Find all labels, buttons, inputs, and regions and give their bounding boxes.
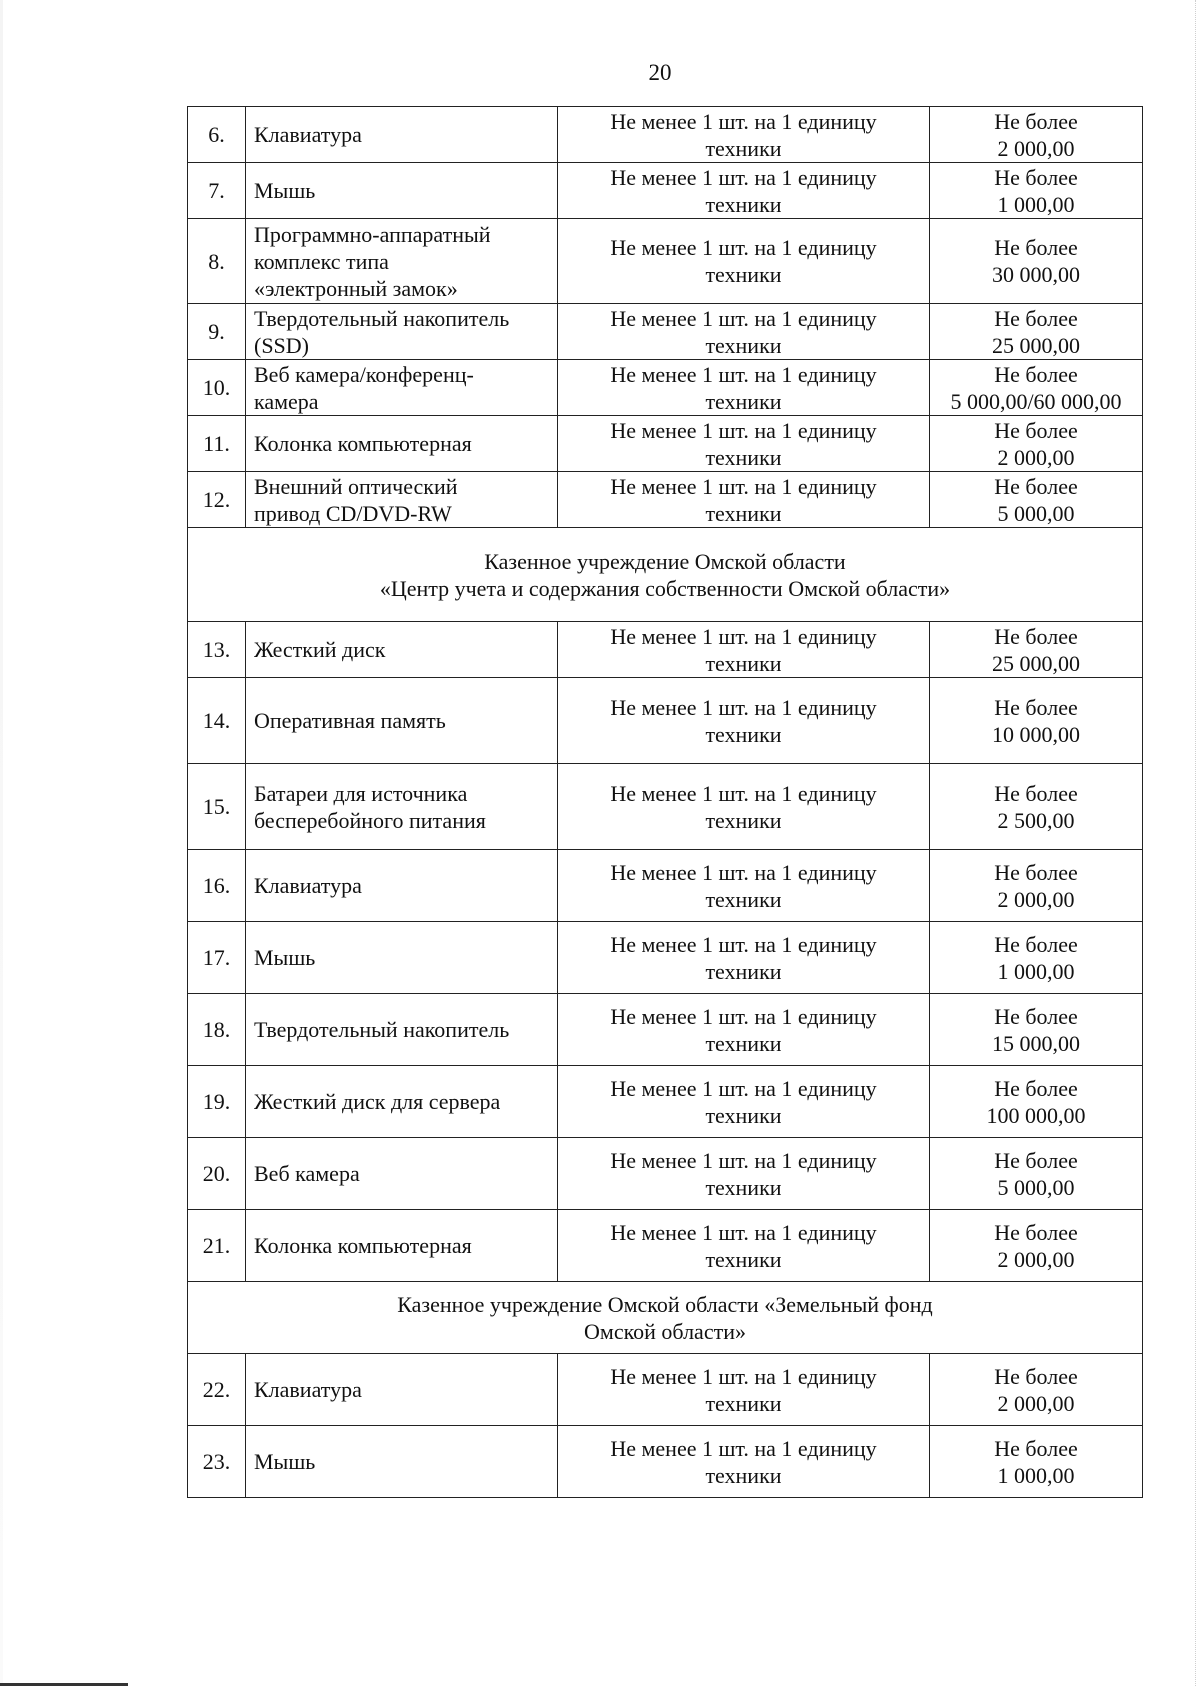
- item-price: [930, 1138, 1143, 1210]
- table-row: [188, 1066, 1143, 1138]
- item-name-line: комплекс типа: [254, 248, 389, 274]
- row-number: 23.: [188, 1426, 246, 1498]
- item-price-line: 5 000,00/60 000,00: [950, 388, 1122, 414]
- item-quantity: [558, 360, 930, 416]
- item-quantity-line: Не менее 1 шт. на 1 единицу: [610, 1435, 877, 1461]
- item-price-line: Не более: [994, 780, 1078, 806]
- item-quantity-line: Не менее 1 шт. на 1 единицу: [610, 1003, 877, 1029]
- table-row: [188, 622, 1143, 678]
- item-quantity-line: техники: [705, 388, 782, 414]
- row-number: 13.: [188, 622, 246, 678]
- item-price-line: 2 000,00: [997, 1390, 1075, 1416]
- item-quantity: [558, 304, 930, 360]
- item-quantity-line: Не менее 1 шт. на 1 единицу: [610, 694, 877, 720]
- item-name-line: бесперебойного питания: [254, 807, 486, 833]
- item-price-line: Не более: [994, 305, 1078, 331]
- row-number: 20.: [188, 1138, 246, 1210]
- table-row: [188, 1210, 1143, 1282]
- item-name: [246, 1210, 558, 1282]
- row-number: 17.: [188, 922, 246, 994]
- item-name-line: камера: [254, 388, 319, 414]
- item-price-line: 100 000,00: [986, 1102, 1086, 1128]
- item-name-line: Жесткий диск для сервера: [254, 1089, 501, 1114]
- item-quantity: [558, 994, 930, 1066]
- item-quantity: [558, 922, 930, 994]
- item-quantity: [558, 472, 930, 528]
- table-row: [188, 219, 1143, 304]
- item-quantity-line: Не менее 1 шт. на 1 единицу: [610, 1219, 877, 1245]
- section-title-line: «Центр учета и содержания собственности Омской области»: [379, 575, 951, 601]
- table-row: [188, 163, 1143, 219]
- item-name-line: «электронный замок»: [254, 275, 458, 301]
- section-header-row: [188, 528, 1143, 622]
- table-row: [188, 416, 1143, 472]
- item-price: [930, 163, 1143, 219]
- item-name-line: Мышь: [254, 178, 316, 203]
- item-price-line: 2 500,00: [997, 807, 1075, 833]
- item-quantity-line: техники: [705, 500, 782, 526]
- item-quantity: [558, 219, 930, 304]
- item-name-line: Мышь: [254, 1449, 316, 1474]
- row-number: 10.: [188, 360, 246, 416]
- item-name-line: привод CD/DVD-RW: [254, 500, 452, 526]
- scan-edge-left: [0, 0, 3, 1686]
- item-quantity: [558, 622, 930, 678]
- item-quantity-line: Не менее 1 шт. на 1 единицу: [610, 164, 877, 190]
- item-price: [930, 219, 1143, 304]
- item-price-line: Не более: [994, 1003, 1078, 1029]
- item-quantity-line: техники: [705, 135, 782, 161]
- item-name-line: Оперативная память: [254, 708, 446, 733]
- table-body: [188, 107, 1143, 1498]
- item-price-line: Не более: [994, 694, 1078, 720]
- item-price-line: 5 000,00: [997, 1174, 1075, 1200]
- item-name: [246, 219, 558, 304]
- row-number: 9.: [188, 304, 246, 360]
- item-price-line: 2 000,00: [997, 886, 1075, 912]
- item-price-line: 1 000,00: [997, 1462, 1075, 1488]
- section-title-line: Омской области»: [584, 1318, 746, 1344]
- item-price-line: Не более: [994, 931, 1078, 957]
- item-price-line: 5 000,00: [997, 500, 1075, 526]
- item-price: [930, 850, 1143, 922]
- table-row: [188, 678, 1143, 764]
- table-row: [188, 1426, 1143, 1498]
- item-name-line: Колонка компьютерная: [254, 1233, 472, 1258]
- row-number: 11.: [188, 416, 246, 472]
- item-name: [246, 922, 558, 994]
- item-quantity: [558, 1066, 930, 1138]
- item-price-line: Не более: [994, 473, 1078, 499]
- item-price: [930, 1210, 1143, 1282]
- item-quantity-line: техники: [705, 886, 782, 912]
- item-quantity-line: техники: [705, 1030, 782, 1056]
- item-price-line: 25 000,00: [992, 332, 1080, 358]
- item-price-line: Не более: [994, 1435, 1078, 1461]
- item-quantity-line: техники: [705, 721, 782, 747]
- item-price-line: Не более: [994, 361, 1078, 387]
- item-name: [246, 678, 558, 764]
- item-quantity-line: техники: [705, 1462, 782, 1488]
- item-price-line: Не более: [994, 623, 1078, 649]
- item-name-line: Батареи для источника: [254, 780, 468, 806]
- item-quantity-line: Не менее 1 шт. на 1 единицу: [610, 473, 877, 499]
- equipment-table: [187, 106, 1143, 1498]
- item-name-line: Мышь: [254, 945, 316, 970]
- item-name: [246, 416, 558, 472]
- item-name-line: Внешний оптический: [254, 473, 458, 499]
- item-name: [246, 472, 558, 528]
- table-row: [188, 1138, 1143, 1210]
- item-quantity-line: техники: [705, 1102, 782, 1128]
- table-row: [188, 764, 1143, 850]
- item-price: [930, 1066, 1143, 1138]
- item-name-line: Клавиатура: [254, 122, 362, 147]
- section-title: [188, 528, 1143, 622]
- item-name: [246, 304, 558, 360]
- item-name-line: Колонка компьютерная: [254, 431, 472, 456]
- item-quantity: [558, 1138, 930, 1210]
- row-number: 16.: [188, 850, 246, 922]
- item-quantity-line: техники: [705, 444, 782, 470]
- item-price-line: Не более: [994, 859, 1078, 885]
- table-row: [188, 922, 1143, 994]
- item-quantity-line: техники: [705, 1390, 782, 1416]
- table-row: [188, 994, 1143, 1066]
- table-row: [188, 850, 1143, 922]
- item-name-line: Твердотельный накопитель: [254, 1017, 510, 1042]
- item-name: [246, 1066, 558, 1138]
- table-row: [188, 472, 1143, 528]
- item-price-line: 25 000,00: [992, 650, 1080, 676]
- item-quantity: [558, 1354, 930, 1426]
- item-name-line: (SSD): [254, 332, 310, 358]
- row-number: 12.: [188, 472, 246, 528]
- item-quantity-line: Не менее 1 шт. на 1 единицу: [610, 305, 877, 331]
- item-price-line: 2 000,00: [997, 1246, 1075, 1272]
- item-quantity-line: техники: [705, 262, 782, 287]
- item-quantity-line: Не менее 1 шт. на 1 единицу: [610, 108, 877, 134]
- section-header-row: [188, 1282, 1143, 1354]
- section-title-line: Казенное учреждение Омской области «Земельный фонд: [397, 1291, 933, 1317]
- item-quantity-line: Не менее 1 шт. на 1 единицу: [610, 1075, 877, 1101]
- table-row: [188, 304, 1143, 360]
- item-name: [246, 1354, 558, 1426]
- row-number: 7.: [188, 163, 246, 219]
- row-number: 21.: [188, 1210, 246, 1282]
- row-number: 18.: [188, 994, 246, 1066]
- item-quantity-line: техники: [705, 650, 782, 676]
- item-price-line: 10 000,00: [992, 721, 1080, 747]
- item-name: [246, 163, 558, 219]
- row-number: 15.: [188, 764, 246, 850]
- item-quantity: [558, 107, 930, 163]
- item-price-line: 30 000,00: [992, 262, 1080, 287]
- section-title: [188, 1282, 1143, 1354]
- item-price: [930, 994, 1143, 1066]
- item-price-line: 1 000,00: [997, 191, 1075, 217]
- item-quantity-line: техники: [705, 1246, 782, 1272]
- row-number: 22.: [188, 1354, 246, 1426]
- item-name: [246, 850, 558, 922]
- item-price: [930, 107, 1143, 163]
- page-number: 20: [648, 60, 672, 85]
- item-price-line: 1 000,00: [997, 958, 1075, 984]
- item-price-line: 15 000,00: [992, 1030, 1080, 1056]
- item-name-line: Веб камера: [254, 1161, 360, 1186]
- item-price: [930, 360, 1143, 416]
- item-quantity-line: Не менее 1 шт. на 1 единицу: [610, 931, 877, 957]
- item-quantity: [558, 678, 930, 764]
- item-price-line: Не более: [994, 235, 1078, 260]
- item-price-line: 2 000,00: [997, 444, 1075, 470]
- item-price-line: Не более: [994, 417, 1078, 443]
- item-price-line: Не более: [994, 108, 1078, 134]
- item-price: [930, 764, 1143, 850]
- item-name-line: Программно-аппаратный: [254, 221, 491, 247]
- row-number: 14.: [188, 678, 246, 764]
- item-quantity: [558, 764, 930, 850]
- item-quantity-line: техники: [705, 807, 782, 833]
- section-title-line: Казенное учреждение Омской области: [484, 548, 846, 574]
- row-number: 19.: [188, 1066, 246, 1138]
- table-row: [188, 1354, 1143, 1426]
- item-name: [246, 764, 558, 850]
- item-quantity-line: техники: [705, 1174, 782, 1200]
- item-quantity-line: Не менее 1 шт. на 1 единицу: [610, 235, 877, 260]
- table-row: [188, 107, 1143, 163]
- item-price: [930, 416, 1143, 472]
- item-quantity-line: Не менее 1 шт. на 1 единицу: [610, 859, 877, 885]
- item-name-line: Клавиатура: [254, 873, 362, 898]
- item-name: [246, 994, 558, 1066]
- item-quantity-line: техники: [705, 332, 782, 358]
- item-quantity: [558, 163, 930, 219]
- item-name: [246, 360, 558, 416]
- item-price: [930, 472, 1143, 528]
- item-name-line: Твердотельный накопитель: [254, 305, 510, 331]
- item-quantity: [558, 1426, 930, 1498]
- item-quantity-line: техники: [705, 191, 782, 217]
- item-quantity-line: Не менее 1 шт. на 1 единицу: [610, 1363, 877, 1389]
- item-price: [930, 304, 1143, 360]
- item-price: [930, 622, 1143, 678]
- item-name: [246, 622, 558, 678]
- item-name: [246, 1138, 558, 1210]
- item-quantity-line: техники: [705, 958, 782, 984]
- item-quantity: [558, 416, 930, 472]
- item-price-line: Не более: [994, 1219, 1078, 1245]
- item-quantity: [558, 1210, 930, 1282]
- row-number: 6.: [188, 107, 246, 163]
- item-quantity: [558, 850, 930, 922]
- item-price: [930, 1426, 1143, 1498]
- row-number: 8.: [188, 219, 246, 304]
- table-row: [188, 360, 1143, 416]
- item-quantity-line: Не менее 1 шт. на 1 единицу: [610, 780, 877, 806]
- item-price-line: Не более: [994, 1075, 1078, 1101]
- item-price-line: Не более: [994, 164, 1078, 190]
- item-price-line: 2 000,00: [997, 135, 1075, 161]
- item-price: [930, 1354, 1143, 1426]
- item-price-line: Не более: [994, 1363, 1078, 1389]
- item-price: [930, 922, 1143, 994]
- item-price: [930, 678, 1143, 764]
- item-name-line: Жесткий диск: [254, 637, 386, 662]
- item-name: [246, 1426, 558, 1498]
- item-name: [246, 107, 558, 163]
- item-quantity-line: Не менее 1 шт. на 1 единицу: [610, 1147, 877, 1173]
- scan-edge-right: [1194, 0, 1196, 1686]
- item-price-line: Не более: [994, 1147, 1078, 1173]
- item-quantity-line: Не менее 1 шт. на 1 единицу: [610, 623, 877, 649]
- item-name-line: Веб камера/конференц-: [254, 361, 474, 387]
- item-quantity-line: Не менее 1 шт. на 1 единицу: [610, 417, 877, 443]
- item-name-line: Клавиатура: [254, 1377, 362, 1402]
- item-quantity-line: Не менее 1 шт. на 1 единицу: [610, 361, 877, 387]
